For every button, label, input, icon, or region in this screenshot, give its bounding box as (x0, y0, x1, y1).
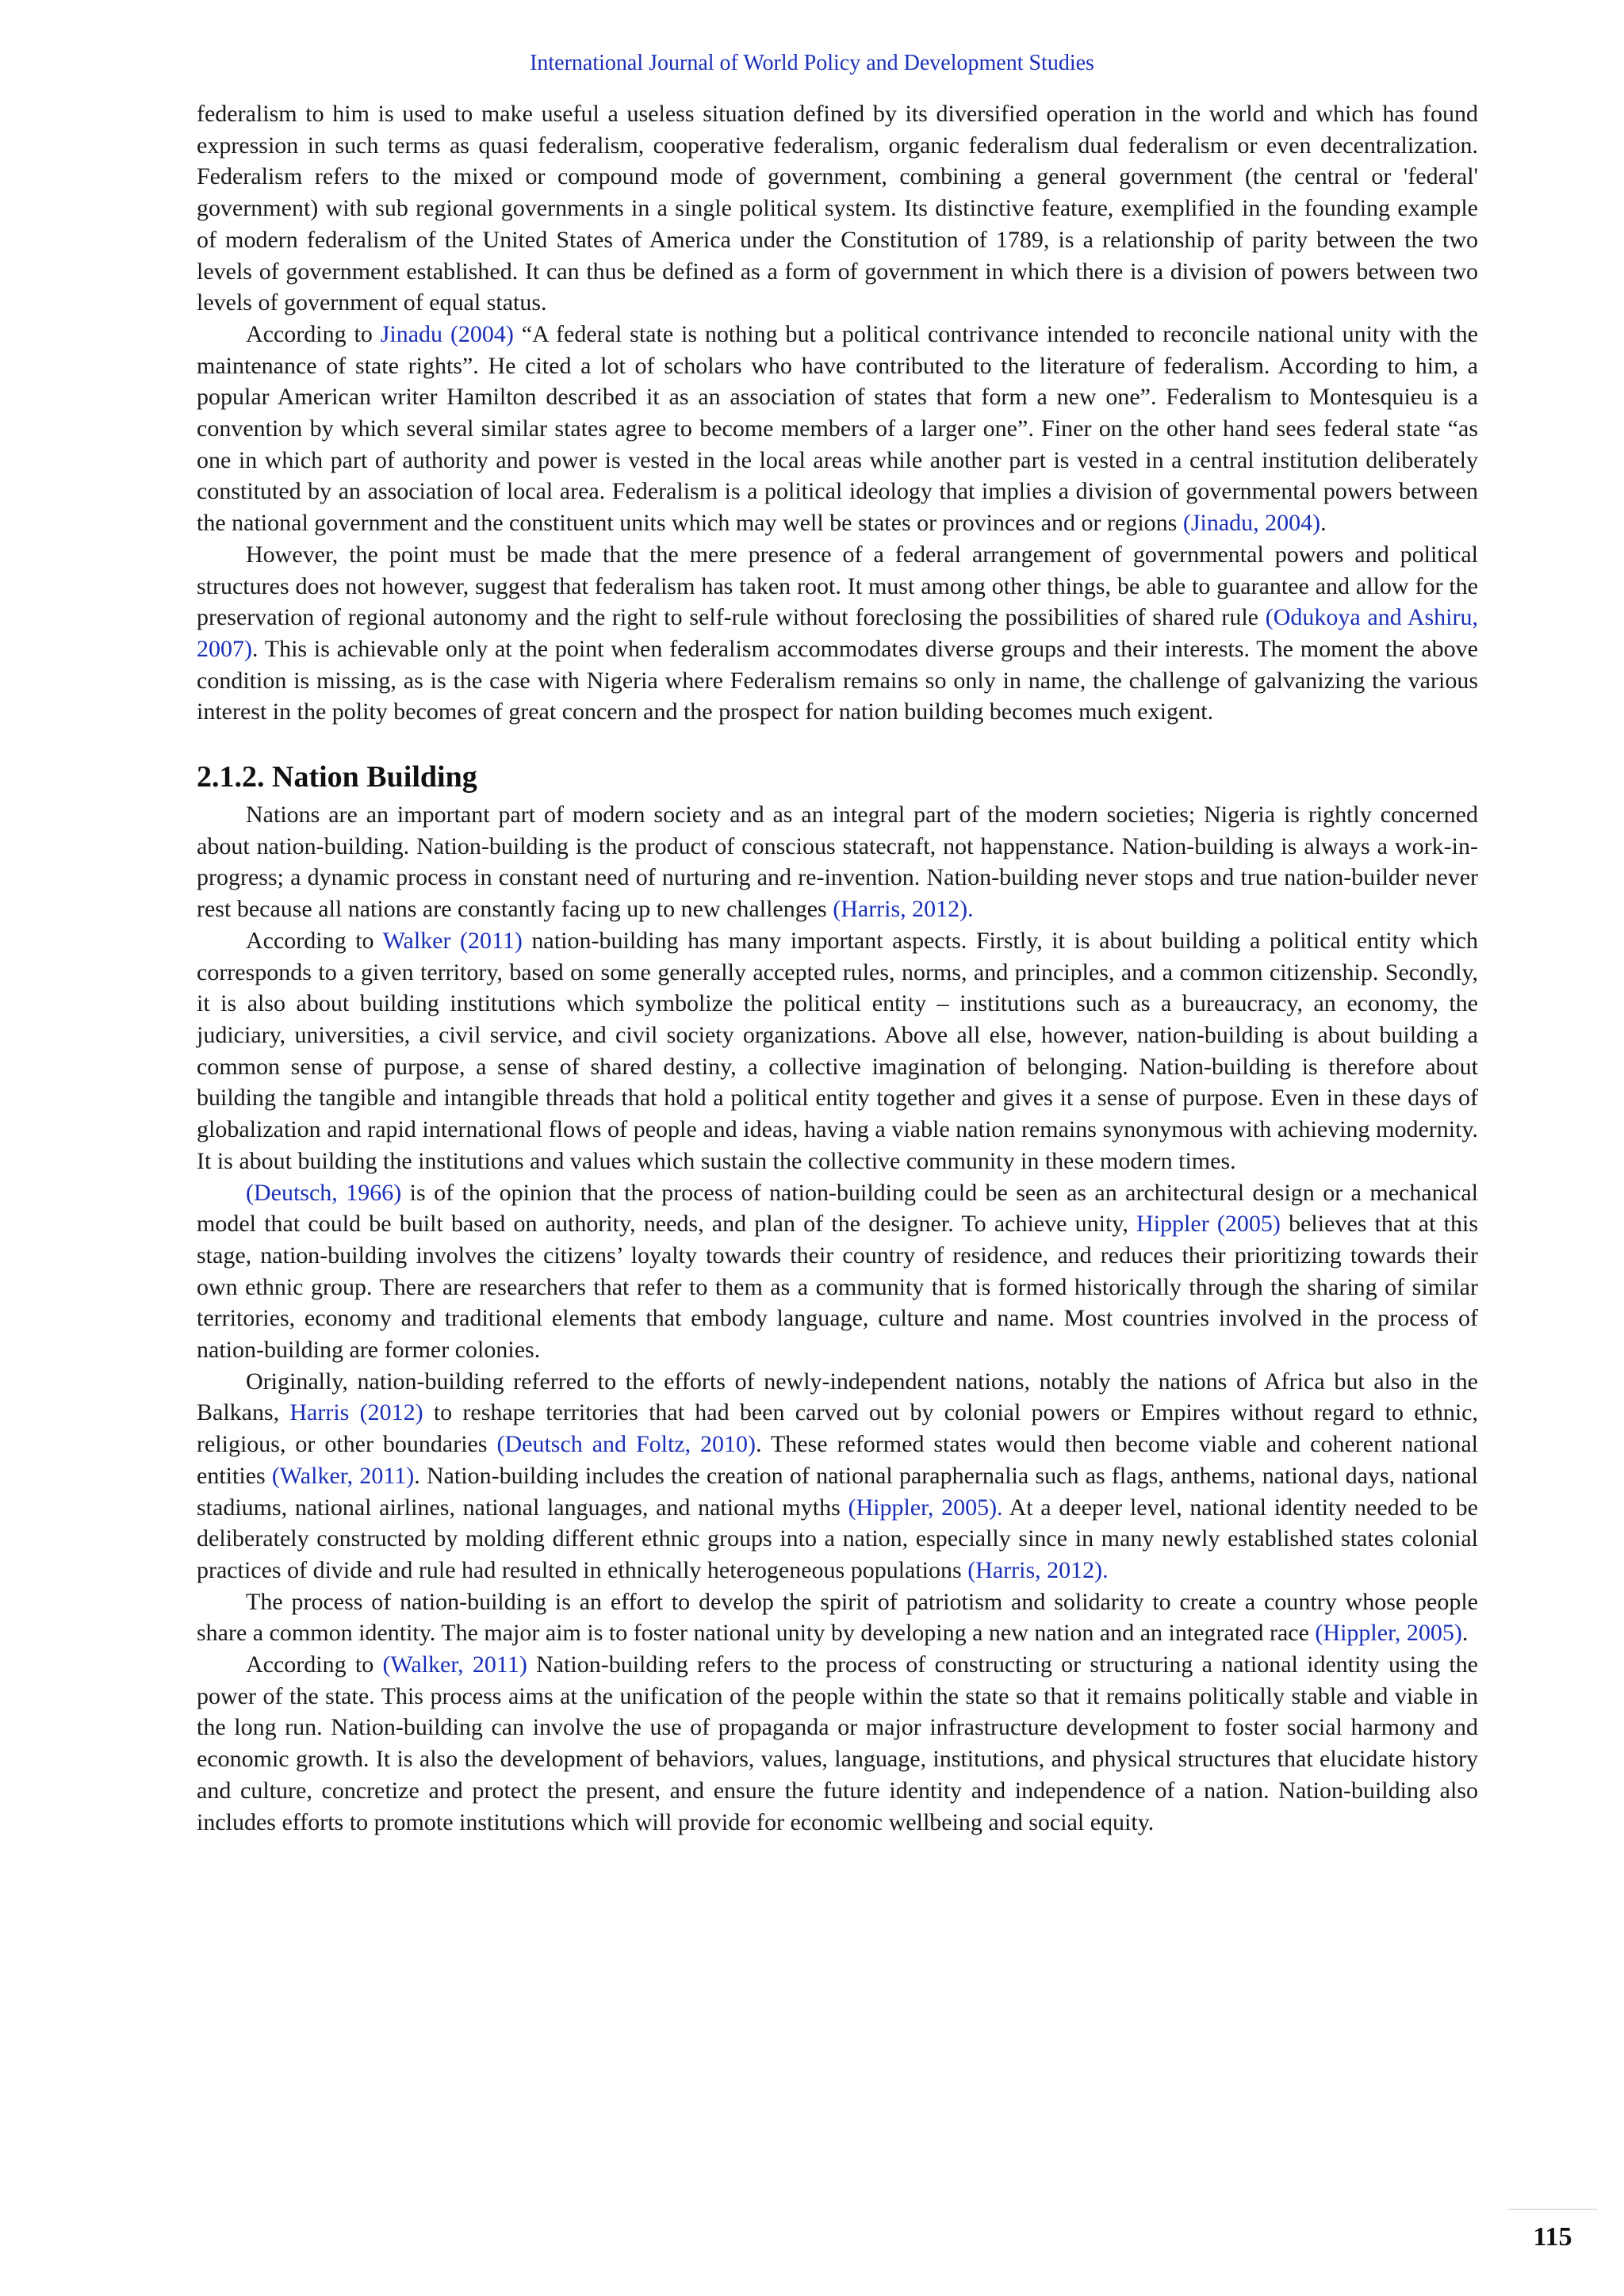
paragraph-text: Nations are an important part of modern society and as an integral part of the modern societies; Nigeria is rightly concerned about nation-building. Nation-building is the product of conscious statecraft, not happenstance. Nation-building is always a work-in-progress; a dynamic process in constant need of nurturing and re-invention. Nation-building never stops and true nation-builder never rest because all nations are constantly facing up to new challenges (197, 802, 1478, 923)
footer-divider (1508, 2209, 1597, 2210)
citation-link[interactable]: (Walker, 2011) (382, 1651, 527, 1678)
citation-link[interactable]: (Odukoya and Ashiru, 2007) (197, 604, 1478, 662)
paragraph-text: . This is achievable only at the point when federalism accommodates diverse groups and their interests. The moment the above condition is missing, as is the case with Nigeria where Federalism remains so only in name, the challenge of galvanizing the various interest in the polity becomes of great concern and the prospect for nation building becomes much exigent. (197, 635, 1478, 725)
paragraph-text: . These reformed states would then become viable and coherent national entities (197, 1431, 1479, 1489)
citation-link[interactable]: (Walker, 2011) (271, 1462, 415, 1489)
paragraph-text: Originally, nation-building referred to the efforts of newly-independent nations, notably the nations of Africa but also in the Balkans, (197, 1368, 1478, 1426)
paragraph-text: believes that at this stage, nation-building involves the citizens’ loyalty towards their country of residence, and reduces their prioritizing towards their own ethnic group. There are researchers that refer to them as a community that is formed historically through the sharing of similar territories, economy and traditional elements that embody language, culture and name. Most countries involved in the process of nation-building are former colonies. (197, 1211, 1478, 1364)
citation-link[interactable]: Hippler (2005) (1136, 1211, 1281, 1238)
paragraph-text: Nation-building refers to the process of constructing or structuring a national identity using the power of the state. This process aims at the unification of the people within the state so that it remains politically stable and viable in the long run. Nation-building can involve the use of propaganda or major infrastructure development to foster social harmony and economic growth. It is also the development of behaviors, values, language, institutions, and physical structures that elucidate history and culture, concretize and protect the present, and ensure the future identity and independence of a nation. Nation-building also includes efforts to promote institutions which will provide for economic wellbeing and social equity. (197, 1651, 1478, 1835)
citation-link[interactable]: (Deutsch and Foltz, 2010) (496, 1431, 756, 1458)
page-number: 115 (1533, 2222, 1572, 2252)
citation-link[interactable]: (Hippler, 2005) (1315, 1620, 1462, 1647)
paragraph-text: According to (246, 927, 383, 954)
paragraph-text: federalism to him is used to make useful a useless situation defined by its diversified operation in the world and which has found expression in such terms as quasi federalism, cooperative federalism, organic federalism dual federalism or even decentralization. Federalism refers to the mixed or compound mode of government, combining a general government (the central or 'federal' government) with sub regional governments in a single political system. Its distinctive feature, exemplified in the founding example of modern federalism of the United States of America under the Constitution of 1789, is a relationship of parity between the two levels of government established. It can thus be defined as a form of government in which there is a division of powers between two levels of government of equal status. (197, 101, 1478, 316)
paragraph-text: According to (246, 320, 381, 347)
paragraph (197, 1366, 1478, 1586)
paragraph-text: to reshape territories that had been carved out by colonial powers or Empires without regard to ethnic, religious, or other boundaries (197, 1399, 1478, 1458)
paragraph (197, 539, 1478, 728)
journal-header: International Journal of World Policy and Development Studies (530, 51, 1094, 75)
paragraph-text: However, the point must be made that the mere presence of a federal arrangement of governmental powers and political structures does not however, suggest that federalism has taken root. It must among other things, be able to guarantee and allow for the preservation of regional autonomy and the right to self-rule without foreclosing the possibilities of shared rule (197, 541, 1478, 631)
citation-link[interactable]: (Deutsch, 1966) (246, 1179, 402, 1206)
paragraph (197, 799, 1478, 925)
paragraph-text: . (1320, 510, 1327, 537)
paragraph-text: nation-building has many important aspects. Firstly, it is about building a political entity which corresponds to a given territory, based on some generally accepted rules, norms, and principles, and a common citizenship. Secondly, it is also about building institutions which symbolize the political entity – institutions such as a bureaucracy, an economy, the judiciary, universities, a civil service, and civil society organizations. Above all else, however, nation-building is about building a common sense of purpose, a sense of shared destiny, a collective imagination of belonging. Nation-building is therefore about building the tangible and intangible threads that hold a political entity together and gives it a sense of purpose. Even in these days of globalization and rapid international flows of people and ideas, having a viable nation remains synonymous with achieving modernity. It is about building the institutions and values which sustain the collective community in these modern times. (197, 927, 1478, 1174)
citation-link[interactable]: Walker (2011) (382, 927, 523, 954)
paragraph-text: At a deeper level, national identity needed to be deliberately constructed by molding different ethnic groups into a nation, especially since in many newly established states colonial practices of divide and rule had resulted in ethnically heterogeneous populations (197, 1494, 1478, 1583)
paragraph (197, 1586, 1478, 1649)
citation-link[interactable]: Harris (2012) (289, 1399, 423, 1426)
paragraphs-after-section (197, 799, 1478, 1838)
citation-link[interactable]: (Jinadu, 2004) (1182, 510, 1321, 537)
paragraph (197, 319, 1478, 539)
paragraph-text: . Nation-building includes the creation of national paraphernalia such as flags, anthems, national days, national stadiums, national airlines, national languages, and national myths (197, 1462, 1478, 1521)
paragraph-text: is of the opinion that the process of nation-building could be seen as an architectural design or a mechanical model that could be built based on authority, needs, and plan of the designer. To achieve unity, (197, 1179, 1478, 1238)
paragraph (197, 925, 1478, 1177)
section-heading: 2.1.2. Nation Building (197, 760, 477, 794)
citation-link[interactable]: (Harris, 2012). (833, 896, 974, 923)
paragraph-text: “A federal state is nothing but a political contrivance intended to reconcile national unity with the maintenance of state rights”. He cited a lot of scholars who have contributed to the literature of federalism. According to him, a popular American writer Hamilton described it as an association of states that form a new one”. Federalism to Montesquieu is a convention by which several similar states agree to become members of a larger one”. Finer on the other hand sees federal state “as one in which part of authority and power is vested in the local areas while another part is vested in a central institution deliberately constituted by an association of local area. Federalism is a political ideology that implies a division of governmental powers between the national government and the constituent units which may well be states or provinces and or regions (197, 320, 1478, 537)
article-body (197, 98, 1478, 1838)
paragraph (197, 98, 1478, 319)
paragraph-text: . (1461, 1620, 1469, 1647)
citation-link[interactable]: (Harris, 2012). (967, 1556, 1109, 1583)
paragraph-text: The process of nation-building is an effort to develop the spirit of patriotism and solidarity to create a country whose people share a common identity. The major aim is to foster national unity by developing a new nation and an integrated race (197, 1588, 1478, 1647)
citation-link[interactable]: Jinadu (2004) (380, 320, 514, 347)
paragraph (197, 1649, 1478, 1838)
paragraphs-before-section (197, 98, 1478, 728)
paragraph-text: According to (246, 1651, 383, 1678)
citation-link[interactable]: (Hippler, 2005). (848, 1494, 1003, 1521)
paragraph (197, 1177, 1478, 1366)
